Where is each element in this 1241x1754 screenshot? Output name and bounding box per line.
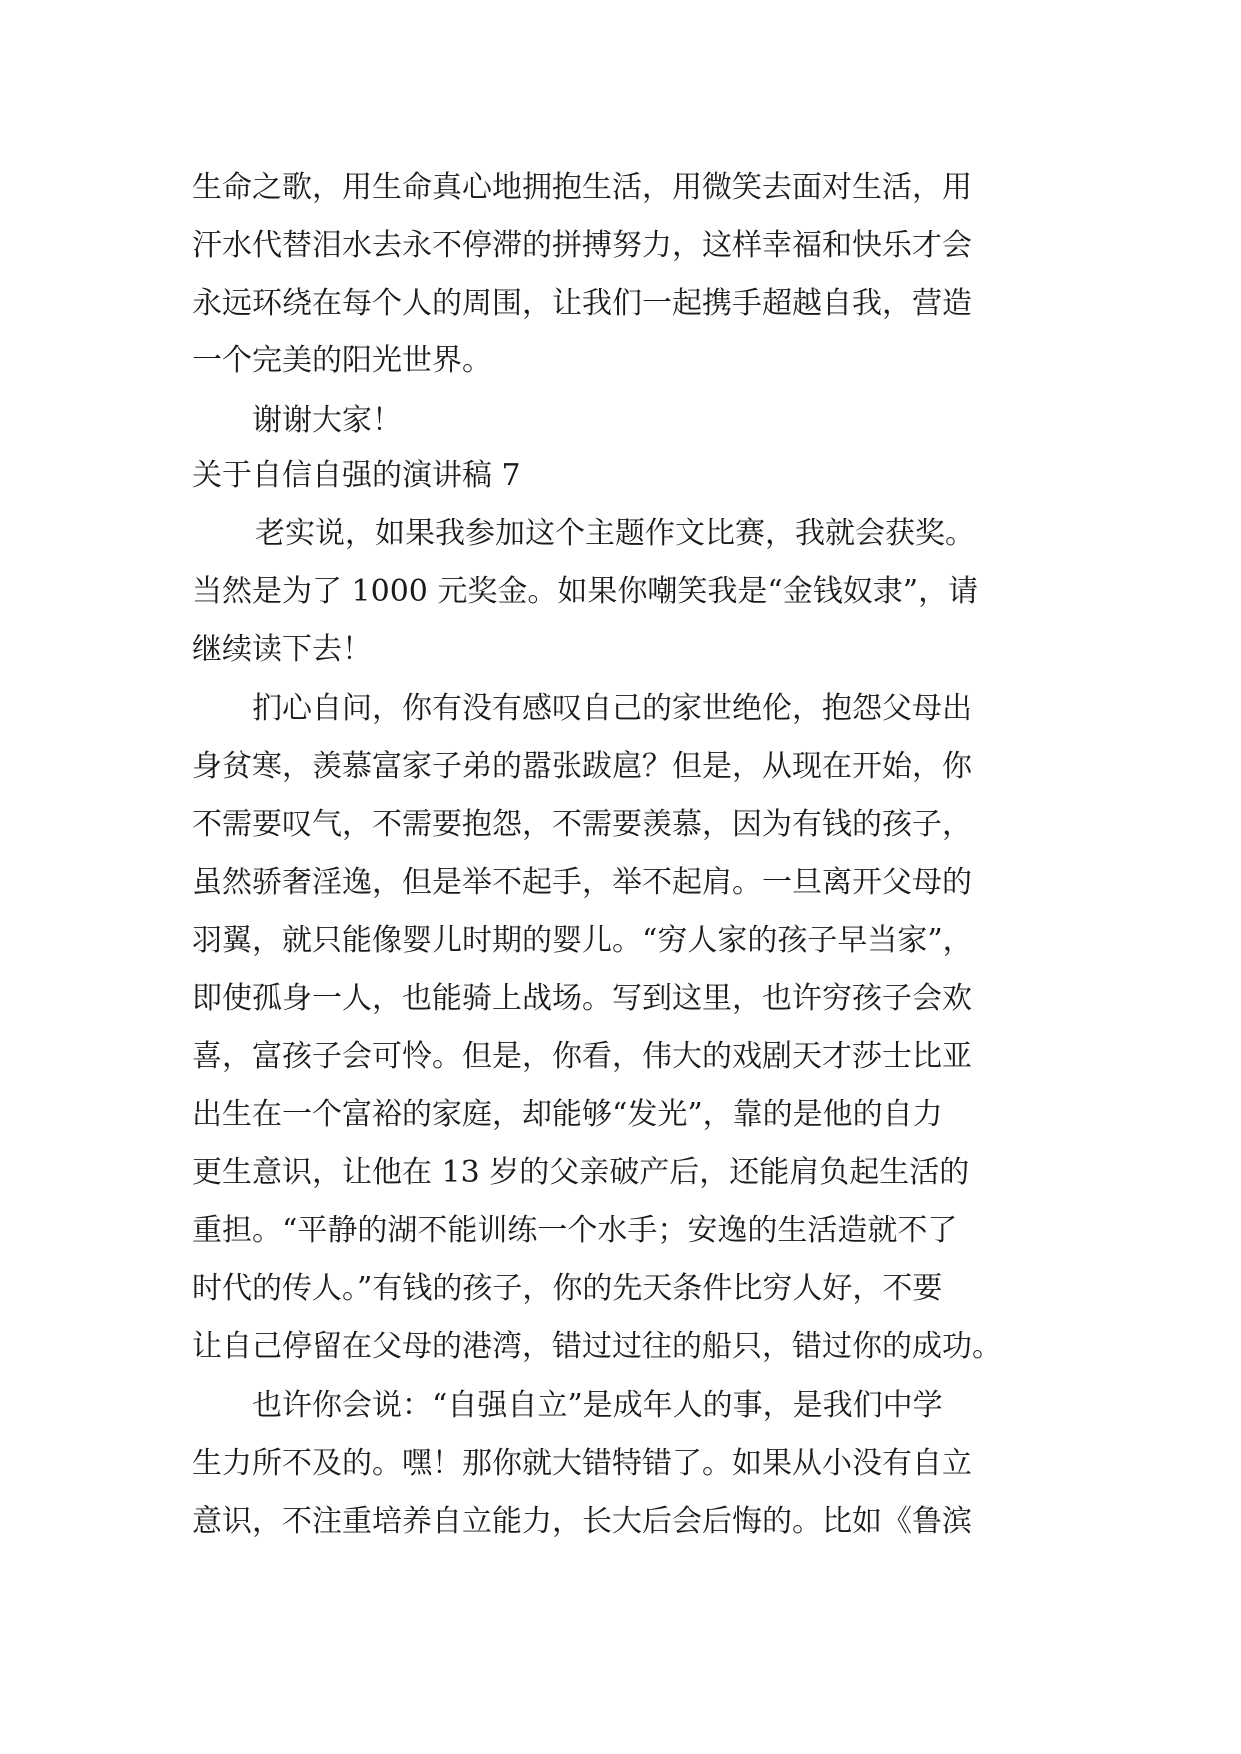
- body-line: 即使孤身一人，也能骑上战场。写到这里，也许穷孩子会欢: [192, 981, 972, 1016]
- body-line: 继续读下去！: [192, 632, 372, 667]
- section-heading: 关于自信自强的演讲稿 7: [192, 458, 521, 493]
- body-line: 永远环绕在每个人的周围，让我们一起携手超越自我，营造: [192, 286, 972, 321]
- body-line: 时代的传人。”有钱的孩子，你的先天条件比穷人好，不要: [192, 1271, 943, 1306]
- body-line: 扪心自问，你有没有感叹自己的家世绝伦，抱怨父母出: [252, 691, 972, 726]
- body-line: 羽翼，就只能像婴儿时期的婴儿。“穷人家的孩子早当家”，: [192, 923, 973, 958]
- body-line: 生命之歌，用生命真心地拥抱生活，用微笑去面对生活，用: [192, 170, 972, 205]
- body-line: 出生在一个富裕的家庭，却能够“发光”，靠的是他的自力: [192, 1097, 943, 1132]
- body-line: 一个完美的阳光世界。: [192, 343, 492, 378]
- body-line: 不需要叹气，不需要抱怨，不需要羡慕，因为有钱的孩子，: [192, 807, 972, 842]
- body-line: 也许你会说：“自强自立”是成年人的事，是我们中学: [252, 1388, 943, 1423]
- body-line: 喜，富孩子会可怜。但是，你看，伟大的戏剧天才莎士比亚: [192, 1039, 972, 1074]
- body-line: 生力所不及的。嘿！那你就大错特错了。如果从小没有自立: [192, 1446, 972, 1481]
- body-line: 汗水代替泪水去永不停滞的拼搏努力，这样幸福和快乐才会: [192, 228, 972, 263]
- body-line: 身贫寒，羡慕富家子弟的嚣张跋扈？但是，从现在开始，你: [192, 749, 972, 784]
- body-line: 更生意识，让他在 13 岁的父亲破产后，还能肩负起生活的: [192, 1155, 970, 1190]
- body-line: 意识，不注重培养自立能力，长大后会后悔的。比如《鲁滨: [192, 1504, 972, 1539]
- closing-line: 谢谢大家！: [252, 403, 402, 438]
- body-line: 重担。“平静的湖不能训练一个水手；安逸的生活造就不了: [192, 1213, 958, 1248]
- body-line: 当然是为了 1000 元奖金。如果你嘲笑我是“金钱奴隶”，请: [192, 574, 979, 609]
- body-line: 让自己停留在父母的港湾，错过过往的船只，错过你的成功。: [192, 1329, 1002, 1364]
- body-line: 虽然骄奢淫逸，但是举不起手，举不起肩。一旦离开父母的: [192, 865, 972, 900]
- body-line: 老实说，如果我参加这个主题作文比赛，我就会获奖。: [255, 516, 975, 551]
